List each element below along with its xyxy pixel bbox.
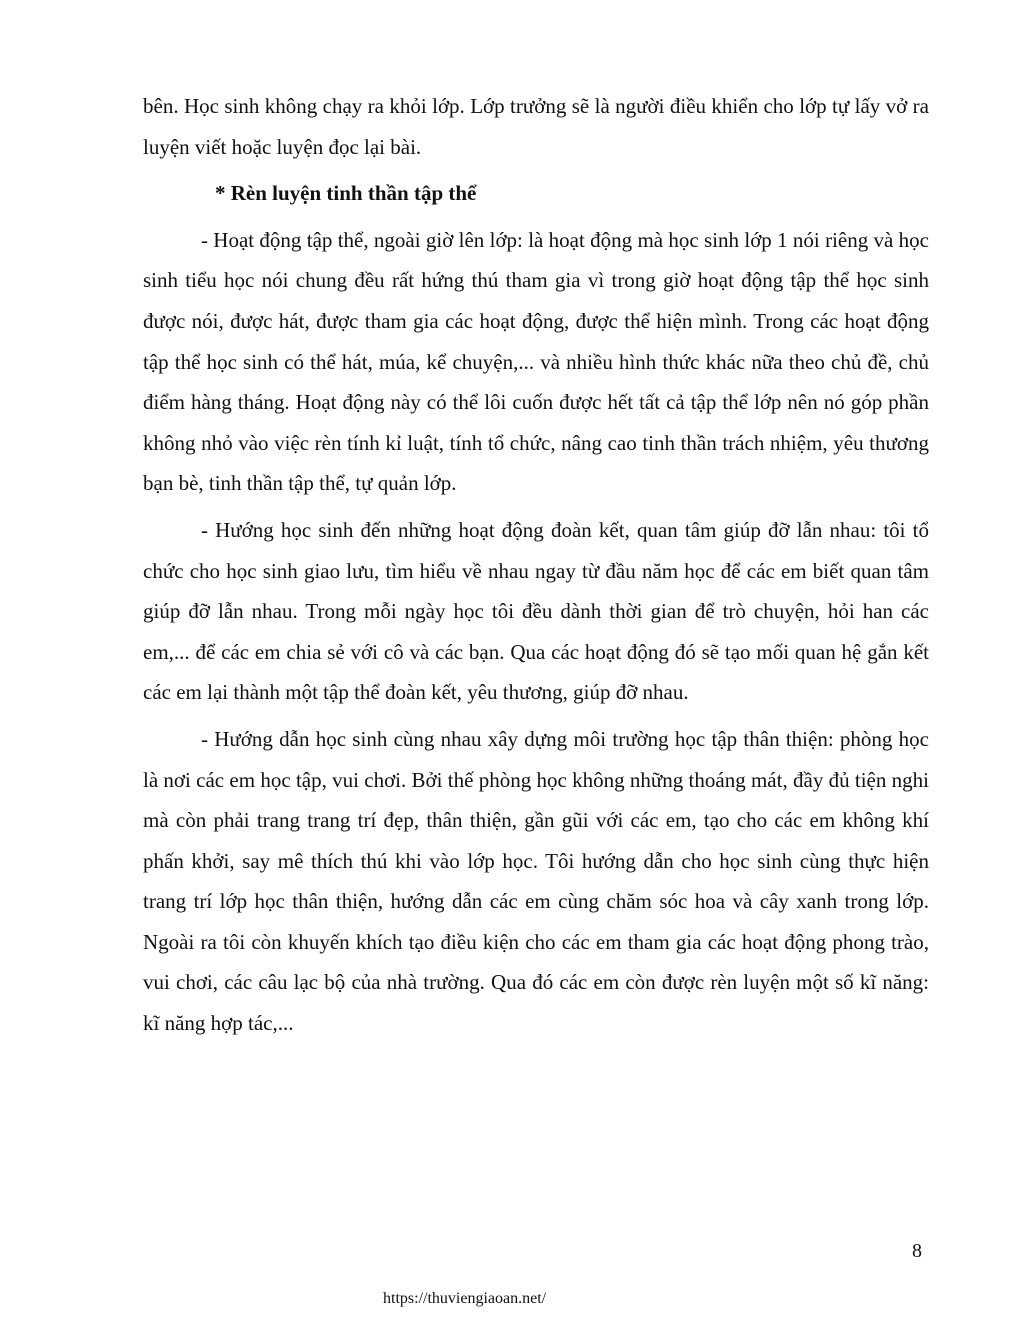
- section-heading: * Rèn luyện tinh thần tập thể: [215, 181, 477, 206]
- page-number: 8: [912, 1240, 922, 1262]
- paragraph-solidarity-activities: - Hướng học sinh đến những hoạt động đoàn kết, quan tâm giúp đỡ lẫn nhau: tôi tổ chức cho học sinh giao lưu, tìm hiểu về nhau ngay từ đầu năm học để các em biết quan tâm giúp đỡ lẫn nhau. Trong mỗi ngày học tôi đều dành thời gian để trò chuyện, hỏi han các em,... để các em chia sẻ với cô và các bạn. Qua các hoạt động đó sẽ tạo mối quan hệ gắn kết các em lại thành một tập thể đoàn kết, yêu thương, giúp đỡ nhau.: [143, 517, 929, 705]
- paragraph-collective-activities: - Hoạt động tập thể, ngoài giờ lên lớp: là hoạt động mà học sinh lớp 1 nói riêng và học sinh tiểu học nói chung đều rất hứng thú tham gia vì trong giờ hoạt động tập thể học sinh được nói, được hát, được tham gia các hoạt động, được thể hiện mình. Trong các hoạt động tập thể học sinh có thể hát, múa, kể chuyện,... và nhiều hình thức khác nữa theo chủ đề, chủ điểm hàng tháng. Hoạt động này có thể lôi cuốn được hết tất cả tập thể lớp nên nó góp phần không nhỏ vào việc rèn tính kỉ luật, tính tổ chức, nâng cao tinh thần trách nhiệm, yêu thương bạn bè, tinh thần tập thể, tự quản lớp.: [143, 227, 929, 496]
- paragraph-continuation: bên. Học sinh không chạy ra khỏi lớp. Lớp trưởng sẽ là người điều khiển cho lớp tự lấy vở ra luyện viết hoặc luyện đọc lại bài.: [143, 94, 929, 159]
- paragraph-friendly-environment: - Hướng dẫn học sinh cùng nhau xây dựng môi trường học tập thân thiện: phòng học là nơi các em học tập, vui chơi. Bởi thế phòng học không những thoáng mát, đầy đủ tiện nghi mà còn phải trang trang trí đẹp, thân thiện, gần gũi với các em, tạo cho các em không khí phấn khởi, say mê thích thú khi vào lớp học. Tôi hướng dẫn cho học sinh cùng thực hiện trang trí lớp học thân thiện, hướng dẫn các em cùng chăm sóc hoa và cây xanh trong lớp. Ngoài ra tôi còn khuyến khích tạo điều kiện cho các em tham gia các hoạt động phong trào, vui chơi, các câu lạc bộ của nhà trường. Qua đó các em còn được rèn luyện một số kĩ năng: kĩ năng hợp tác,...: [143, 726, 929, 1036]
- footer-url: https://thuviengiaoan.net/: [383, 1290, 547, 1307]
- document-body: [143, 86, 929, 1050]
